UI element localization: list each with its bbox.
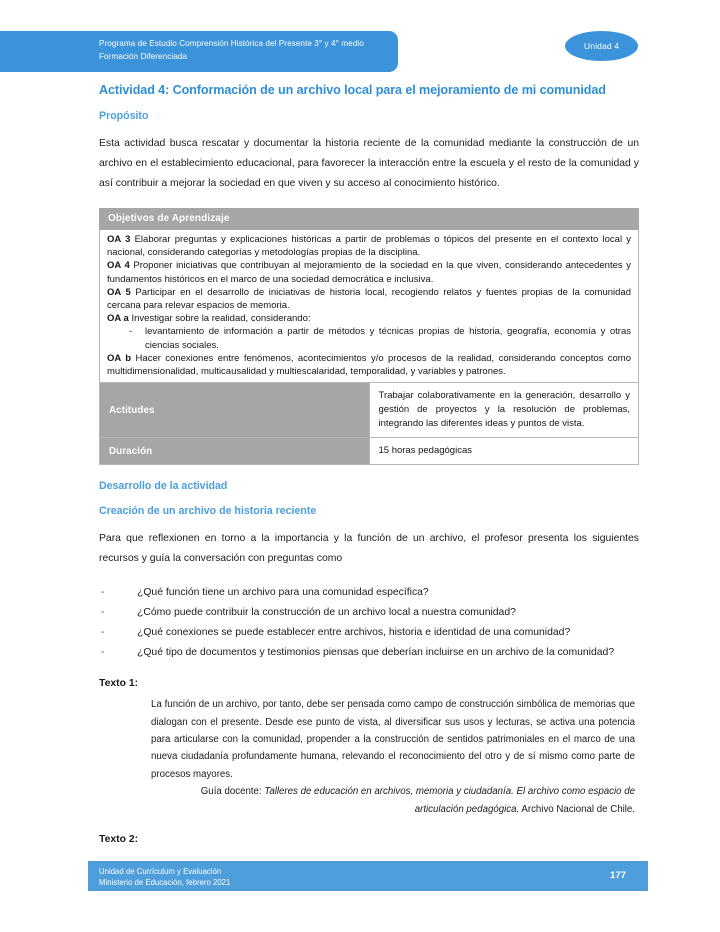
- development-heading: Desarrollo de la actividad: [99, 480, 228, 493]
- texto1-quote-text: La función de un archivo, por tanto, debe ser pensada como campo de construcción simbólica de memorias que dialogan con el presente. Desde ese punto de vista, al diversificar sus usos y lecturas, se activa una potencia para articularse con la comunidad, propender a la construcción de sentidos patrimoniales en el marco de una nueva ciudadanía profundamente humana, relevando el reconocimiento del otro y de sí mismo como parte de procesos mayores.: [151, 699, 635, 780]
- unit-badge: [565, 31, 638, 61]
- unit-badge-label: Unidad 4: [583, 41, 620, 51]
- learning-objectives-table: [99, 208, 639, 465]
- duration-label: Duración: [100, 438, 370, 465]
- texto2-label: Texto 2:: [99, 834, 139, 846]
- objective-item: [107, 312, 631, 325]
- list-item: [99, 643, 639, 663]
- attitudes-label: Actitudes: [100, 383, 370, 438]
- purpose-heading: Propósito: [99, 110, 149, 122]
- question-text: ¿Qué función tiene un archivo para una comunidad específica?: [137, 587, 429, 599]
- spacer: [99, 818, 639, 831]
- dash-marker: -: [101, 607, 105, 619]
- objectives-cell: [100, 230, 639, 383]
- objective-code: OA 4: [107, 260, 130, 272]
- question-text: ¿Qué tipo de documentos y testimonios piensas que deberían incluirse en un archivo de la comunidad?: [137, 647, 615, 659]
- objective-text: Hacer conexiones entre fenómenos, acontecimientos y/o procesos de la realidad, considerando conceptos como multidimensionalidad, multicausalidad y multiescalaridad, temporalidad, y variables y patrones.: [107, 352, 632, 378]
- objectives-table-header: Objetivos de Aprendizaje: [100, 209, 639, 230]
- objective-code: OA 5: [107, 286, 131, 298]
- list-item: [99, 623, 639, 643]
- question-text: ¿Cómo puede contribuir la construcción de un archivo local a nuestra comunidad?: [137, 607, 516, 619]
- texto1-source-tail: Archivo Nacional de Chile.: [521, 803, 635, 815]
- objective-text: Elaborar preguntas y explicaciones históricas a partir de problemas o tópicos del presente en el contexto local y nacional, considerando categorías y metodologías propias de la disciplina.: [107, 234, 632, 259]
- table-row-header: [100, 209, 639, 230]
- program-title-line2: Formación Diferenciada: [99, 52, 188, 61]
- dash-marker: -: [101, 647, 105, 659]
- objective-item: [107, 352, 631, 378]
- objective-code: OA 3: [107, 234, 131, 245]
- table-row-duration: [100, 438, 639, 465]
- question-list: [99, 583, 639, 663]
- objective-text: Participar en el desarrollo de iniciativas de historia local, recogiendo relatos y fuentes propias de la comunidad cercana para relevar espacios de memoria.: [107, 286, 632, 312]
- list-item: [99, 583, 639, 603]
- objective-item: [107, 286, 631, 312]
- page-header-bar: [0, 31, 398, 72]
- objective-text: Investigar sobre la realidad, considerando:: [131, 313, 311, 325]
- dash-marker: -: [101, 587, 105, 599]
- table-row-attitudes: [100, 383, 639, 438]
- texto1-source-lead: Guía docente:: [200, 786, 262, 798]
- footer-text-block: [99, 866, 230, 888]
- footer-line1: Unidad de Currículum y Evaluación: [99, 867, 222, 876]
- page-footer-bar: [88, 861, 648, 891]
- list-item: [99, 603, 639, 623]
- table-row-objectives: [100, 230, 639, 383]
- footer-line2: Ministerio de Educación, febrero 2021: [99, 878, 231, 887]
- objective-code: OA b: [107, 352, 132, 364]
- objective-subitem: [107, 325, 631, 351]
- objective-text: Proponer iniciativas que contribuyan al mejoramiento de la sociedad en la que viven, considerando antecedentes y fundamentos históricos en el marco de una sociedad democrática e inclusiva.: [107, 260, 631, 285]
- development-intro-text: Para que reflexionen en torno a la importancia y la función de un archivo, el profesor presenta los siguientes recursos y guía la conversación con preguntas como: [99, 533, 639, 565]
- purpose-text: Esta actividad busca rescatar y documentar la historia reciente de la comunidad mediante la construcción de un archivo en el establecimiento educacional, para favorecer la interacción entre la escuela y el resto de la comunidad y así contribuir a mejorar la sociedad en que viven y su acceso al conocimiento histórico.: [99, 138, 639, 189]
- document-content: [99, 82, 639, 852]
- objective-item: [107, 259, 631, 285]
- texto1-source-title: Talleres de educación en archivos, memoria y ciudadanía. El archivo como espacio de articulación pedagógica.: [264, 786, 635, 815]
- texto1-label: Texto 1:: [99, 678, 139, 690]
- objective-subitem-text: levantamiento de información a partir de métodos y técnicas propias de historia, geografía, economía y otras ciencias sociales.: [145, 326, 631, 351]
- dash-marker: -: [129, 326, 133, 338]
- texto1-quote-block: [99, 696, 639, 818]
- page-number: 177: [609, 870, 626, 881]
- activity-title: Actividad 4: Conformación de un archivo local para el mejoramiento de mi comunidad: [99, 83, 606, 97]
- objective-code: OA a: [107, 313, 129, 325]
- question-text: ¿Qué conexiones se puede establecer entre archivos, historia e identidad de una comunidad?: [137, 627, 571, 639]
- program-title-line1: Programa de Estudio Comprensión Histórica del Presente 3° y 4° medio: [99, 39, 364, 48]
- development-subheading: Creación de un archivo de historia reciente: [99, 505, 317, 518]
- duration-value: 15 horas pedagógicas: [369, 438, 639, 465]
- dash-marker: -: [101, 627, 105, 639]
- texto1-source: [151, 783, 635, 818]
- objective-item: [107, 233, 631, 259]
- attitudes-value: Trabajar colaborativamente en la generación, desarrollo y gestión de proyectos y la resolución de problemas, integrando las diferentes ideas y puntos de vista.: [369, 383, 639, 438]
